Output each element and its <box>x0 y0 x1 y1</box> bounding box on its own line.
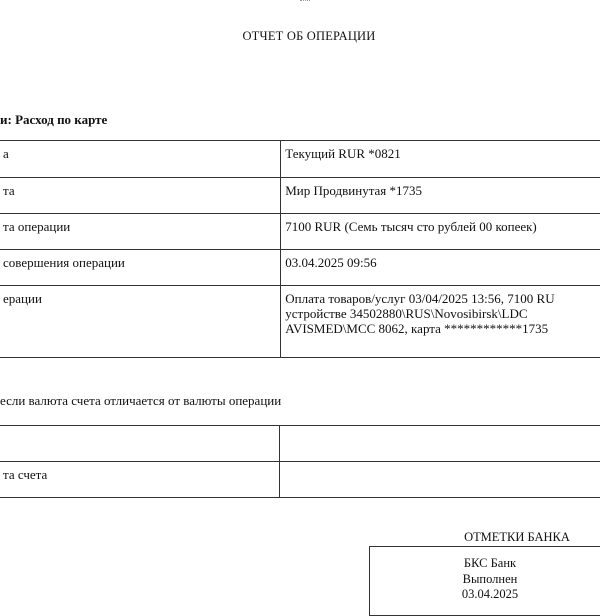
row-value-description <box>281 286 600 358</box>
table-row <box>0 250 600 286</box>
bank-date: 03.04.2025 <box>461 587 519 601</box>
row-value-amount: 7100 RUR (Семь тысяч сто рублей 00 копеек) <box>281 214 600 250</box>
row-label-card: та <box>0 178 281 214</box>
row-label-account: а <box>0 141 281 178</box>
row-value-empty <box>280 426 600 462</box>
row-value-datetime: 03.04.2025 09:56 <box>281 250 600 286</box>
table-row <box>0 426 600 462</box>
bank-status: Выполнен <box>462 572 518 586</box>
document-title: ОТЧЕТ ОБ ОПЕРАЦИИ <box>242 29 376 43</box>
currency-section-heading: если валюта счета отличается от валюты операции <box>0 393 282 408</box>
top-edge-mark <box>300 0 310 5</box>
row-label-account-amount: та счета <box>0 462 280 498</box>
row-value-account-amount <box>280 462 600 498</box>
row-label-description: ерации <box>0 286 281 358</box>
bank-stamp-box <box>369 546 600 616</box>
row-label-datetime: совершения операции <box>0 250 281 286</box>
row-label-amount: та операции <box>0 214 281 250</box>
table-row <box>0 214 600 250</box>
table-row <box>0 286 600 358</box>
description-line: AVISMED\MCC 8062, карта ************1735 <box>285 321 549 336</box>
bank-marks-title: ОТМЕТКИ БАНКА <box>464 530 570 544</box>
operation-details-table <box>0 140 600 358</box>
row-value-account: Текущий RUR *0821 <box>281 141 600 178</box>
table-row <box>0 141 600 178</box>
description-line: Оплата товаров/услуг 03/04/2025 13:56, 7100 RU <box>285 291 555 306</box>
operation-type-heading: и: Расход по карте <box>0 112 108 127</box>
bank-name: БКС Банк <box>463 556 517 570</box>
row-value-card: Мир Продвинутая *1735 <box>281 178 600 214</box>
description-line: устройстве 34502880\RUS\Novosibirsk\LDC <box>285 306 528 321</box>
table-row <box>0 178 600 214</box>
row-label-empty <box>0 426 280 462</box>
currency-table <box>0 425 600 498</box>
table-row <box>0 462 600 498</box>
